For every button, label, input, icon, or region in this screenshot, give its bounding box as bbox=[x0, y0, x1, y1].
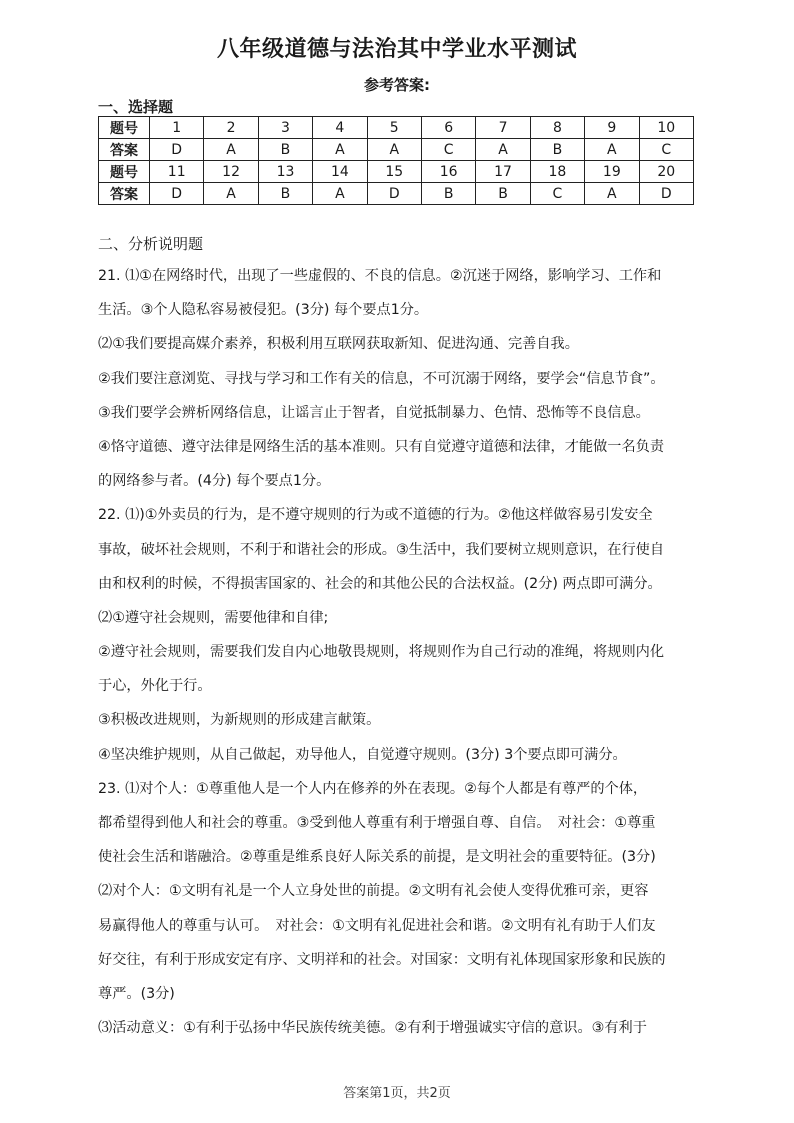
text-line: ③我们要学会辨析网络信息，让谣言止于智者，自觉抵制暴力、色情、恐怖等不良信息。 bbox=[98, 404, 650, 421]
table-cell: B bbox=[421, 183, 475, 205]
table-cell: 13 bbox=[258, 161, 312, 183]
text-line: 于心，外化于行。 bbox=[98, 678, 212, 695]
text-line: ⑵①我们要提高媒介素养，积极利用互联网获取新知、促进沟通、完善自我。 bbox=[98, 336, 579, 353]
text-line: 生活。③个人隐私容易被侵犯。(3分) 每个要点1分。 bbox=[98, 302, 429, 319]
table-cell: 3 bbox=[258, 117, 312, 139]
text-line: ④恪守道德、遵守法律是网络生活的基本准则。只有自觉遵守道德和法律，才能做一名负责 bbox=[98, 438, 665, 455]
page-subtitle: 参考答案: bbox=[364, 76, 430, 94]
text-line: 21. ⑴①在网络时代，出现了一些虚假的、不良的信息。②沉迷于网络，影响学习、工作和 bbox=[98, 268, 662, 284]
table-cell: B bbox=[476, 183, 530, 205]
table-cell: 12 bbox=[204, 161, 258, 183]
table-cell: C bbox=[421, 139, 475, 161]
text-line: ⑵对个人：①文明有礼是一个人立身处世的前提。②文明有礼会使人变得优雅可亲，更容 bbox=[98, 883, 649, 900]
table-row bbox=[99, 139, 694, 161]
text-line: 23. ⑴对个人：①尊重他人是一个人内在修养的外在表现。②每个人都是有尊严的个体， bbox=[98, 780, 648, 797]
table-cell: 7 bbox=[476, 117, 530, 139]
page-footer: 答案第1页，共2页 bbox=[343, 1086, 451, 1101]
table-cell: 18 bbox=[530, 161, 584, 183]
table-cell: D bbox=[150, 139, 204, 161]
table-cell: C bbox=[639, 139, 693, 161]
table-row bbox=[99, 161, 694, 183]
table-cell: A bbox=[476, 139, 530, 161]
table-cell: 2 bbox=[204, 117, 258, 139]
table-cell: D bbox=[639, 183, 693, 205]
text-line: ③积极改进规则，为新规则的形成建言献策。 bbox=[98, 712, 381, 729]
answer-body-text bbox=[98, 259, 698, 1045]
answer-table bbox=[98, 116, 694, 205]
table-cell: 11 bbox=[150, 161, 204, 183]
text-line: 易赢得他人的尊重与认可。 对社会：①文明有礼促进社会和谐。②文明有礼有助于人们友 bbox=[98, 917, 656, 934]
table-cell: 16 bbox=[421, 161, 475, 183]
table-row-header: 答案 bbox=[99, 183, 150, 205]
text-line: 好交往，有利于形成安定有序、文明祥和的社会。对国家：文明有礼体现国家形象和民族的 bbox=[98, 951, 666, 968]
text-line: ②我们要注意浏览、寻找与学习和工作有关的信息，不可沉溺于网络，要学会“信息节食”。 bbox=[98, 370, 665, 387]
table-cell: 19 bbox=[585, 161, 639, 183]
text-line: 事故，破坏社会规则，不利于和谐社会的形成。③生活中，我们要树立规则意识，在行使自 bbox=[98, 541, 665, 558]
table-row bbox=[99, 183, 694, 205]
table-cell: 10 bbox=[639, 117, 693, 139]
table-cell: C bbox=[530, 183, 584, 205]
table-cell: 15 bbox=[367, 161, 421, 183]
text-line: ④坚决维护规则，从自己做起，劝导他人，自觉遵守规则。(3分) 3个要点即可满分。 bbox=[98, 746, 627, 763]
table-cell: 5 bbox=[367, 117, 421, 139]
answer-table-body bbox=[99, 117, 694, 205]
text-line: ②遵守社会规则，需要我们发自内心地敬畏规则，将规则作为自己行动的准绳，将规则内化 bbox=[98, 644, 665, 661]
text-line: 的网络参与者。(4分) 每个要点1分。 bbox=[98, 473, 331, 490]
table-cell: A bbox=[585, 183, 639, 205]
table-cell: A bbox=[585, 139, 639, 161]
table-cell: A bbox=[204, 139, 258, 161]
table-row-header: 题号 bbox=[99, 117, 150, 139]
page-title: 八年级道德与法治其中学业水平测试 bbox=[216, 37, 577, 62]
text-line: 尊严。(3分) bbox=[98, 985, 175, 1002]
table-cell: D bbox=[150, 183, 204, 205]
table-cell: 4 bbox=[313, 117, 367, 139]
table-cell: 6 bbox=[421, 117, 475, 139]
table-cell: A bbox=[313, 183, 367, 205]
table-row-header: 答案 bbox=[99, 139, 150, 161]
text-line: 22. ⑴)①外卖员的行为，是不遵守规则的行为或不道德的行为。②他这样做容易引发安全 bbox=[98, 507, 653, 524]
text-line: ⑶活动意义：①有利于弘扬中华民族传统美德。②有利于增强诚实守信的意识。③有利于 bbox=[98, 1020, 647, 1037]
table-cell: A bbox=[204, 183, 258, 205]
table-cell: B bbox=[258, 183, 312, 205]
table-cell: 1 bbox=[150, 117, 204, 139]
table-cell: 20 bbox=[639, 161, 693, 183]
text-line: 由和权利的时候，不得损害国家的、社会的和其他公民的合法权益。(2分) 两点即可满分。 bbox=[98, 575, 662, 592]
section-heading-choice: 一、选择题 bbox=[98, 98, 174, 116]
table-cell: A bbox=[367, 139, 421, 161]
table-cell: 17 bbox=[476, 161, 530, 183]
table-cell: 14 bbox=[313, 161, 367, 183]
table-cell: B bbox=[258, 139, 312, 161]
table-row-header: 题号 bbox=[99, 161, 150, 183]
table-cell: 9 bbox=[585, 117, 639, 139]
table-cell: A bbox=[313, 139, 367, 161]
table-cell: B bbox=[530, 139, 584, 161]
table-row bbox=[99, 117, 694, 139]
table-cell: D bbox=[367, 183, 421, 205]
text-line: ⑵①遵守社会规则，需要他律和自律; bbox=[98, 609, 329, 626]
text-line: 使社会生活和谐融洽。②尊重是维系良好人际关系的前提，是文明社会的重要特征。(3分) bbox=[98, 849, 656, 866]
table-cell: 8 bbox=[530, 117, 584, 139]
text-line: 都希望得到他人和社会的尊重。③受到他人尊重有利于增强自尊、自信。 对社会：①尊重 bbox=[98, 815, 656, 831]
section-heading-analysis: 二、分析说明题 bbox=[98, 235, 204, 253]
